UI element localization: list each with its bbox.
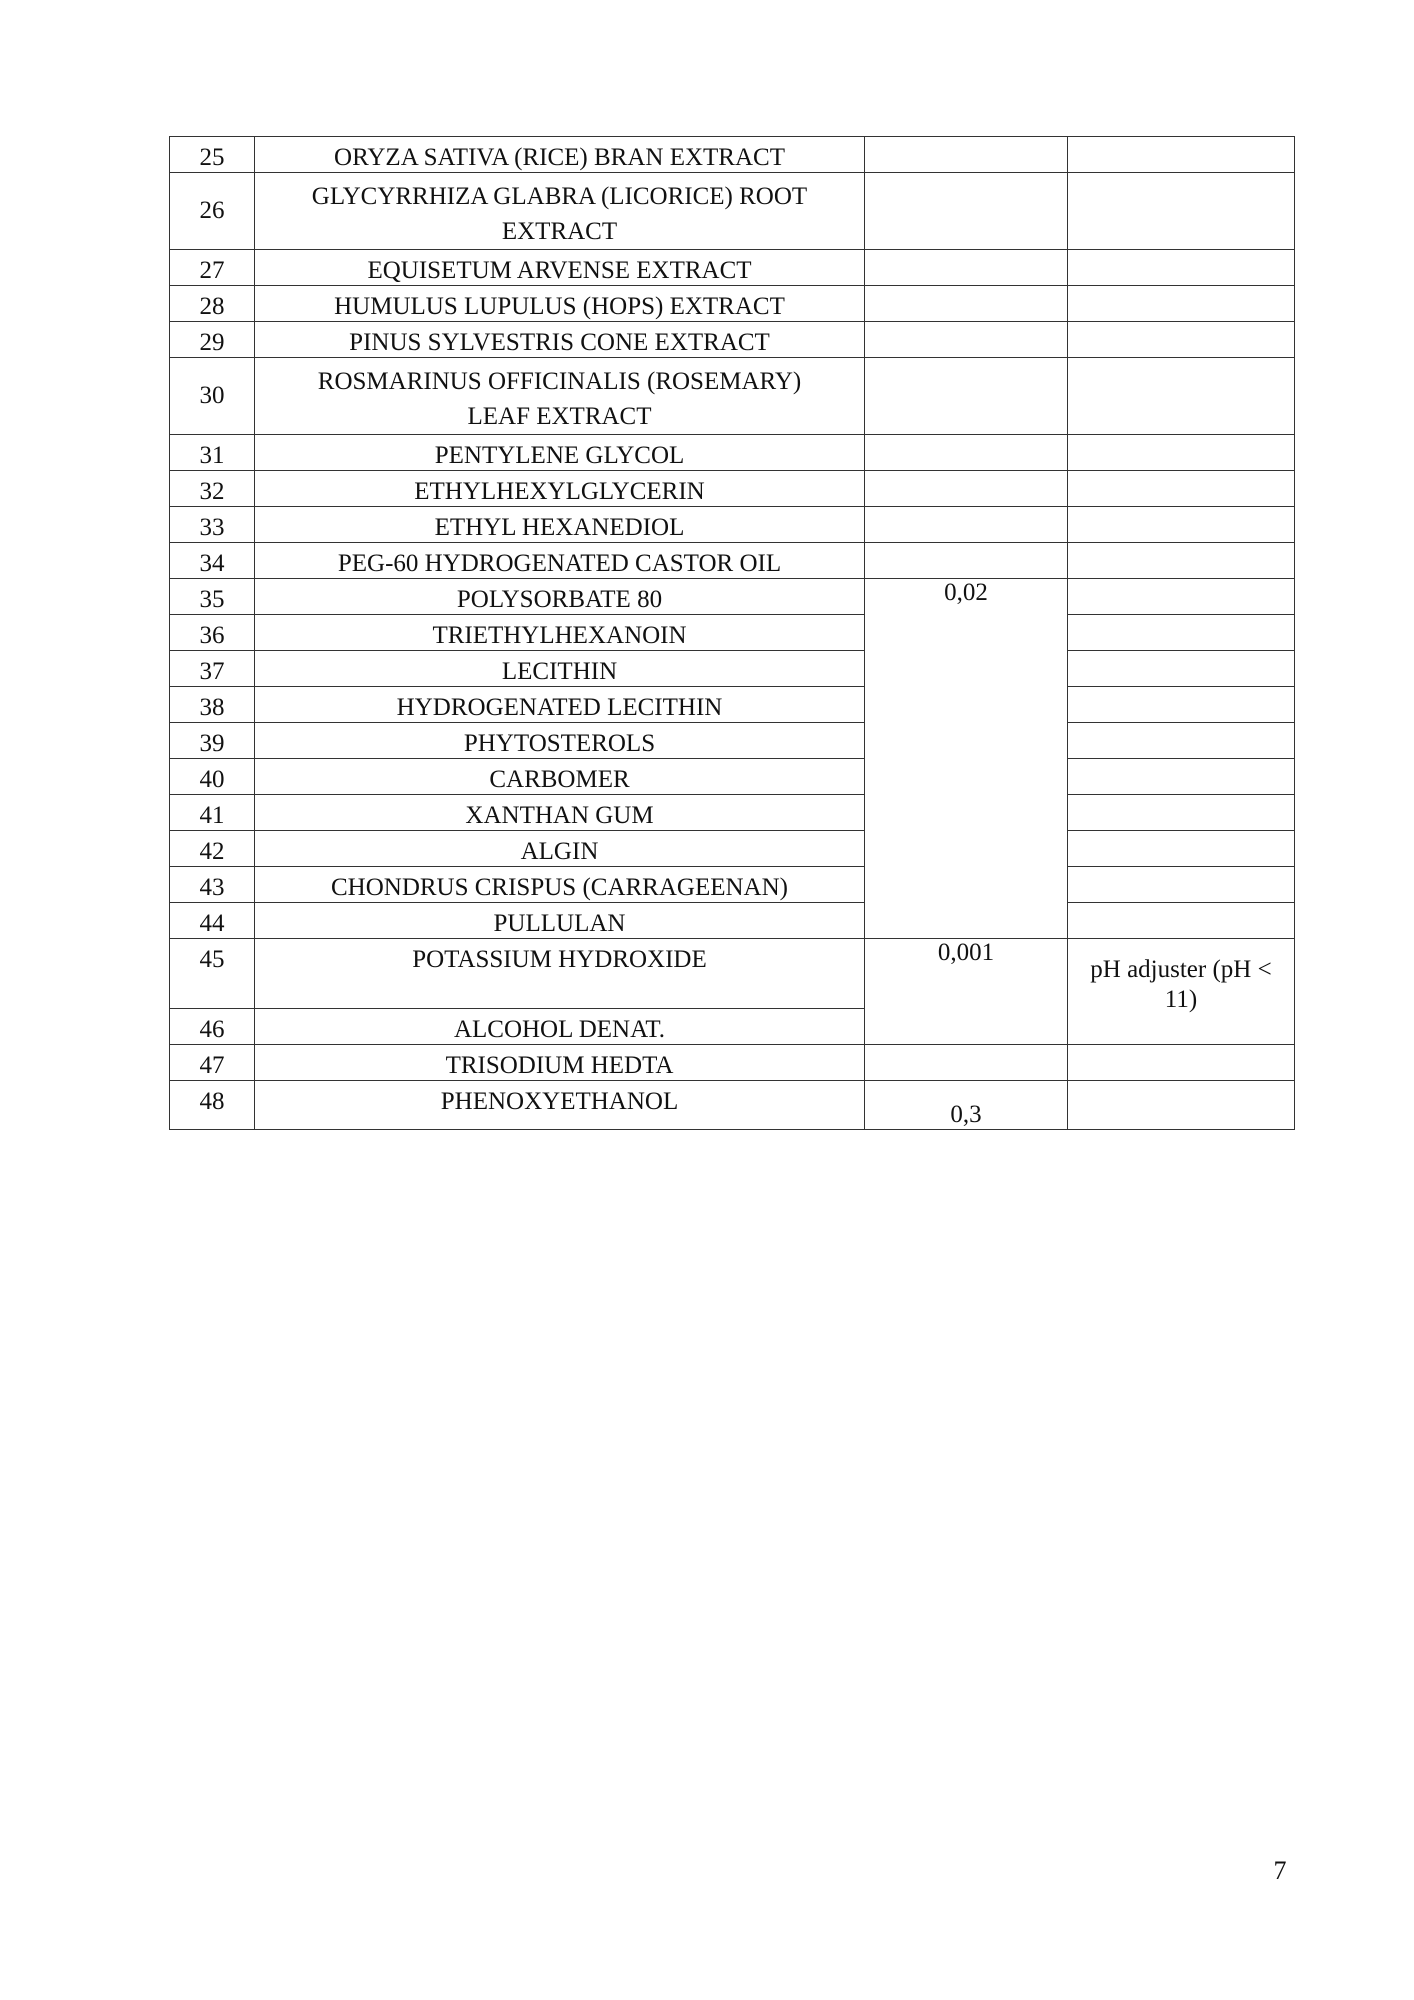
ingredient-name: ETHYLHEXYLGLYCERIN xyxy=(414,478,705,505)
row-number: 32 xyxy=(199,478,225,505)
note-cell xyxy=(1068,759,1295,795)
row-number: 38 xyxy=(199,694,225,721)
concentration-cell xyxy=(865,1081,1068,1130)
row-number: 40 xyxy=(199,766,225,793)
ingredient-name: PHENOXYETHANOL xyxy=(440,1088,679,1115)
concentration-cell xyxy=(865,507,1068,543)
note-cell xyxy=(1068,723,1295,759)
row-number: 27 xyxy=(199,257,225,284)
row-number: 41 xyxy=(199,802,225,829)
ingredient-name-cell xyxy=(255,579,865,615)
note-cell xyxy=(1068,795,1295,831)
concentration-value: 0,3 xyxy=(950,1101,982,1128)
row-number-cell xyxy=(170,687,255,723)
ingredient-name: EQUISETUM ARVENSE EXTRACT xyxy=(367,257,752,284)
note-cell xyxy=(1068,286,1295,322)
table-row xyxy=(170,250,1295,286)
row-number: 45 xyxy=(199,946,225,973)
note-cell xyxy=(1068,358,1295,435)
note-cell xyxy=(1068,1081,1295,1130)
ingredient-name-cell xyxy=(255,795,865,831)
concentration-cell xyxy=(865,471,1068,507)
row-number-cell xyxy=(170,173,255,250)
table-row xyxy=(170,1081,1295,1130)
note-cell xyxy=(1068,137,1295,173)
ingredient-name-cell xyxy=(255,867,865,903)
row-number: 33 xyxy=(199,514,225,541)
ingredient-name: TRIETHYLHEXANOIN xyxy=(432,622,687,649)
row-number-cell xyxy=(170,651,255,687)
ingredients-table xyxy=(169,136,1295,1130)
ingredient-name-cell xyxy=(255,358,865,435)
row-number: 47 xyxy=(199,1052,225,1079)
ingredient-name-cell xyxy=(255,286,865,322)
row-number: 48 xyxy=(199,1088,225,1115)
function-note: pH adjuster (pH < 11) xyxy=(1090,956,1272,1013)
ingredient-name: PULLULAN xyxy=(493,910,626,937)
concentration-cell-merged xyxy=(865,579,1068,939)
ingredient-name: GLYCYRRHIZA GLABRA (LICORICE) ROOT EXTRACT xyxy=(311,183,808,245)
note-cell xyxy=(1068,507,1295,543)
note-cell xyxy=(1068,651,1295,687)
concentration-cell xyxy=(865,322,1068,358)
ingredient-name: PINUS SYLVESTRIS CONE EXTRACT xyxy=(349,329,770,356)
row-number-cell xyxy=(170,543,255,579)
row-number-cell xyxy=(170,286,255,322)
row-number-cell xyxy=(170,1045,255,1081)
row-number-cell xyxy=(170,723,255,759)
ingredient-name-cell xyxy=(255,322,865,358)
table-row xyxy=(170,687,1295,723)
row-number-cell xyxy=(170,1009,255,1045)
ingredient-name: CARBOMER xyxy=(489,766,630,793)
row-number-cell xyxy=(170,322,255,358)
ingredient-name: POTASSIUM HYDROXIDE xyxy=(412,946,707,973)
ingredient-name-cell xyxy=(255,250,865,286)
table-row xyxy=(170,507,1295,543)
row-number: 36 xyxy=(199,622,225,649)
concentration-cell xyxy=(865,543,1068,579)
ingredient-name: PHYTOSTEROLS xyxy=(463,730,656,757)
row-number-cell xyxy=(170,507,255,543)
row-number: 44 xyxy=(199,910,225,937)
ingredient-name-cell xyxy=(255,543,865,579)
concentration-cell xyxy=(865,173,1068,250)
table-row xyxy=(170,435,1295,471)
concentration-value: 0,02 xyxy=(944,579,988,606)
row-number-cell xyxy=(170,795,255,831)
note-cell xyxy=(1068,903,1295,939)
note-cell xyxy=(1068,687,1295,723)
table-row xyxy=(170,651,1295,687)
note-cell xyxy=(1068,435,1295,471)
note-cell xyxy=(1068,831,1295,867)
ingredient-name-cell xyxy=(255,1009,865,1045)
table-row xyxy=(170,795,1295,831)
concentration-cell xyxy=(865,137,1068,173)
note-cell xyxy=(1068,543,1295,579)
ingredient-name-cell xyxy=(255,903,865,939)
row-number: 25 xyxy=(199,144,225,171)
table-row xyxy=(170,579,1295,615)
ingredient-name-cell xyxy=(255,137,865,173)
row-number-cell xyxy=(170,759,255,795)
row-number: 29 xyxy=(199,329,225,356)
table-row xyxy=(170,358,1295,435)
row-number: 26 xyxy=(199,197,225,224)
table-row xyxy=(170,471,1295,507)
table-row xyxy=(170,137,1295,173)
ingredient-name: ROSMARINUS OFFICINALIS (ROSEMARY) LEAF EXTRACT xyxy=(317,368,802,430)
row-number-cell xyxy=(170,939,255,1009)
row-number: 31 xyxy=(199,442,225,469)
concentration-cell xyxy=(865,250,1068,286)
ingredient-name-cell xyxy=(255,615,865,651)
row-number-cell xyxy=(170,435,255,471)
row-number: 37 xyxy=(199,658,225,685)
ingredient-name: PENTYLENE GLYCOL xyxy=(434,442,685,469)
note-cell xyxy=(1068,1045,1295,1081)
ingredient-name: ETHYL HEXANEDIOL xyxy=(434,514,685,541)
ingredient-name: CHONDRUS CRISPUS (CARRAGEENAN) xyxy=(330,874,788,901)
page-number: 7 xyxy=(1273,1856,1287,1885)
row-number: 30 xyxy=(199,382,225,409)
row-number-cell xyxy=(170,250,255,286)
concentration-cell xyxy=(865,286,1068,322)
concentration-cell-merged xyxy=(865,939,1068,1045)
table-row xyxy=(170,831,1295,867)
row-number-cell xyxy=(170,358,255,435)
table-row xyxy=(170,173,1295,250)
row-number-cell xyxy=(170,137,255,173)
ingredient-name-cell xyxy=(255,939,865,1009)
concentration-cell xyxy=(865,358,1068,435)
ingredient-name-cell xyxy=(255,831,865,867)
concentration-cell xyxy=(865,435,1068,471)
ingredient-name: HUMULUS LUPULUS (HOPS) EXTRACT xyxy=(334,293,785,320)
note-cell xyxy=(1068,250,1295,286)
ingredient-name-cell xyxy=(255,687,865,723)
note-cell xyxy=(1068,615,1295,651)
ingredient-name-cell xyxy=(255,471,865,507)
row-number: 39 xyxy=(199,730,225,757)
row-number-cell xyxy=(170,1081,255,1130)
table-row xyxy=(170,867,1295,903)
row-number: 46 xyxy=(199,1016,225,1043)
ingredient-name: ALGIN xyxy=(520,838,599,865)
ingredient-name-cell xyxy=(255,651,865,687)
table-row xyxy=(170,723,1295,759)
table-row xyxy=(170,1045,1295,1081)
row-number-cell xyxy=(170,903,255,939)
table-row xyxy=(170,322,1295,358)
table-row xyxy=(170,543,1295,579)
ingredient-name: LECITHIN xyxy=(501,658,618,685)
concentration-value: 0,001 xyxy=(937,939,995,966)
note-cell xyxy=(1068,322,1295,358)
ingredient-name: HYDROGENATED LECITHIN xyxy=(396,694,723,721)
note-cell-merged xyxy=(1068,939,1295,1045)
ingredient-name-cell xyxy=(255,759,865,795)
row-number: 34 xyxy=(199,550,225,577)
row-number-cell xyxy=(170,831,255,867)
note-cell xyxy=(1068,471,1295,507)
ingredient-name: ALCOHOL DENAT. xyxy=(453,1016,666,1043)
ingredient-name: ORYZA SATIVA (RICE) BRAN EXTRACT xyxy=(334,144,785,171)
table-row xyxy=(170,939,1295,1009)
ingredient-name: POLYSORBATE 80 xyxy=(456,586,663,613)
note-cell xyxy=(1068,579,1295,615)
table-row xyxy=(170,286,1295,322)
row-number-cell xyxy=(170,867,255,903)
table-row xyxy=(170,759,1295,795)
ingredient-name-cell xyxy=(255,507,865,543)
row-number: 42 xyxy=(199,838,225,865)
row-number-cell xyxy=(170,579,255,615)
row-number: 43 xyxy=(199,874,225,901)
row-number-cell xyxy=(170,471,255,507)
row-number: 28 xyxy=(199,293,225,320)
ingredient-name-cell xyxy=(255,1081,865,1130)
ingredient-name-cell xyxy=(255,173,865,250)
ingredient-name-cell xyxy=(255,1045,865,1081)
note-cell xyxy=(1068,867,1295,903)
table-row xyxy=(170,615,1295,651)
table-row xyxy=(170,903,1295,939)
ingredient-name: XANTHAN GUM xyxy=(465,802,654,829)
row-number-cell xyxy=(170,615,255,651)
note-cell xyxy=(1068,173,1295,250)
ingredient-name-cell xyxy=(255,723,865,759)
ingredient-name: TRISODIUM HEDTA xyxy=(445,1052,674,1079)
ingredient-name: PEG-60 HYDROGENATED CASTOR OIL xyxy=(337,550,782,577)
row-number: 35 xyxy=(199,586,225,613)
concentration-cell xyxy=(865,1045,1068,1081)
ingredient-name-cell xyxy=(255,435,865,471)
